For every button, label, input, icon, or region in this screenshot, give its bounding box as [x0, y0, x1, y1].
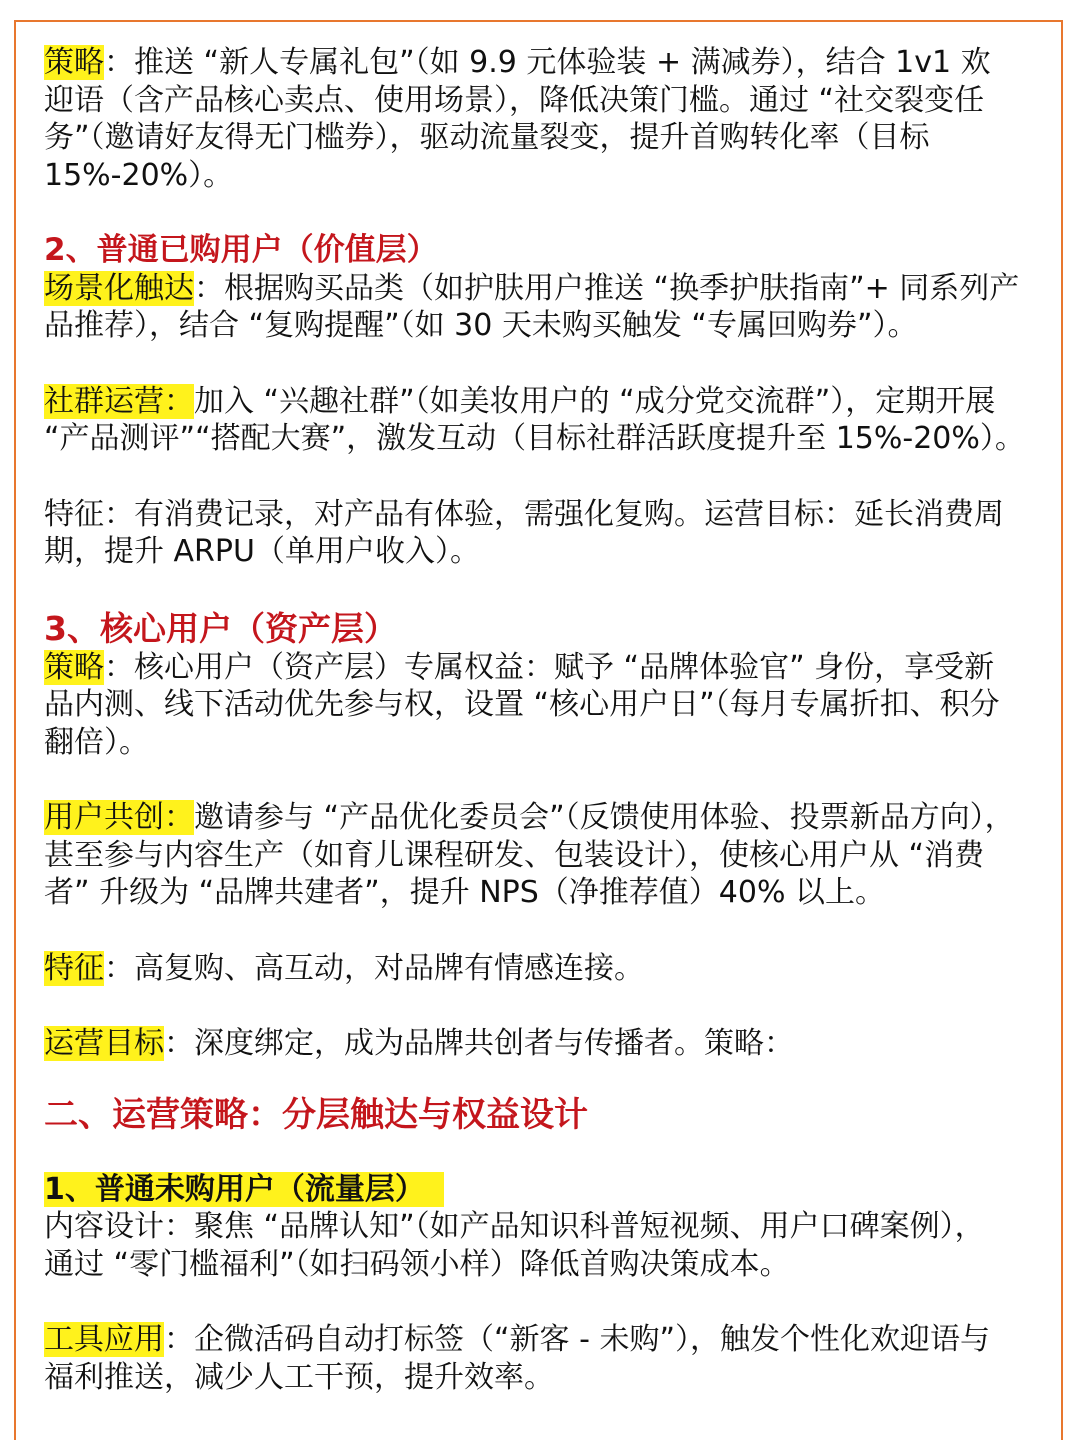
part-heading-2: 二、运营策略：分层触达与权益设计	[44, 1094, 588, 1135]
trait-label: 特征	[44, 950, 104, 986]
text-line: 福利推送，减少人工干预，提升效率。	[44, 1359, 554, 1395]
text-line: 务”（邀请好友得无门槛券），驱动流量裂变，提升首购转化率（目标	[44, 120, 930, 155]
trait-paragraph: 特征：高复购、高互动，对品牌有情感连接。	[44, 950, 644, 986]
tool-paragraph: 工具应用：企微活码自动打标签（“新客 - 未购”），触发个性化欢迎语与	[44, 1322, 990, 1357]
text-line: 内容设计：聚焦 “品牌认知”（如产品知识科普短视频、用户口碑案例），	[44, 1209, 985, 1244]
text-line: 品内测、线下活动优先参与权，设置 “核心用户日”（每月专属折扣、积分	[44, 687, 1000, 722]
document-body	[44, 44, 1054, 1396]
community-label: 社群运营：	[44, 383, 194, 419]
core-strategy-paragraph: 策略：核心用户（资产层）专属权益：赋予 “品牌体验官” 身份，享受新	[44, 649, 995, 685]
text-line: 15%-20%）。	[44, 157, 234, 193]
community-paragraph: 社群运营：加入 “兴趣社群”（如美妆用户的 “成分党交流群”），定期开展	[44, 383, 996, 419]
cocreate-label: 用户共创：	[44, 800, 194, 835]
text-line: 迎语（含产品核心卖点、使用场景），降低决策门槛。通过 “社交裂变任	[44, 82, 985, 118]
feature-line: 特征：有消费记录，对产品有体验，需强化复购。运营目标：延长消费周	[44, 496, 1004, 532]
sub-heading-1: 1、普通未购用户（流量层）	[44, 1171, 1054, 1209]
goal-label: 运营目标	[44, 1026, 164, 1061]
feature-line: 期，提升 ARPU（单用户收入）。	[44, 534, 480, 569]
goal-paragraph: 运营目标：深度绑定，成为品牌共创者与传播者。策略：	[44, 1026, 794, 1061]
text-line: 者” 升级为 “品牌共建者”，提升 NPS（净推荐值）40% 以上。	[44, 875, 886, 910]
text-line: 甚至参与内容生产（如育儿课程研发、包装设计），使核心用户从 “消费	[44, 837, 985, 873]
text-line: 通过 “零门槛福利”（如扫码领小样）降低首购决策成本。	[44, 1246, 790, 1282]
text-line: 品推荐），结合 “复购提醒”（如 30 天未购买触发 “专属回购券”）。	[44, 308, 918, 343]
section-heading-2: 2、普通已购用户（价值层）	[44, 232, 438, 268]
tool-label: 工具应用	[44, 1322, 164, 1357]
scene-label: 场景化触达	[44, 270, 194, 306]
text-line: “产品测评”“搭配大赛”，激发互动（目标社群活跃度提升至 15%-20%）。	[44, 421, 1025, 456]
section-heading-3: 3、核心用户（资产层）	[44, 608, 397, 648]
strategy-label: 策略	[44, 45, 104, 80]
scene-paragraph: 场景化触达：根据购买品类（如护肤用户推送 “换季护肤指南”+ 同系列产	[44, 270, 1020, 306]
text-line: 翻倍）。	[44, 724, 149, 760]
cocreate-paragraph: 用户共创：邀请参与 “产品优化委员会”（反馈使用体验、投票新品方向），	[44, 800, 1015, 835]
core-strategy-label: 策略	[44, 649, 104, 685]
strategy-paragraph-1: 策略：推送 “新人专属礼包”（如 9.9 元体验装 + 满减券），结合 1v1 欢	[44, 45, 991, 80]
